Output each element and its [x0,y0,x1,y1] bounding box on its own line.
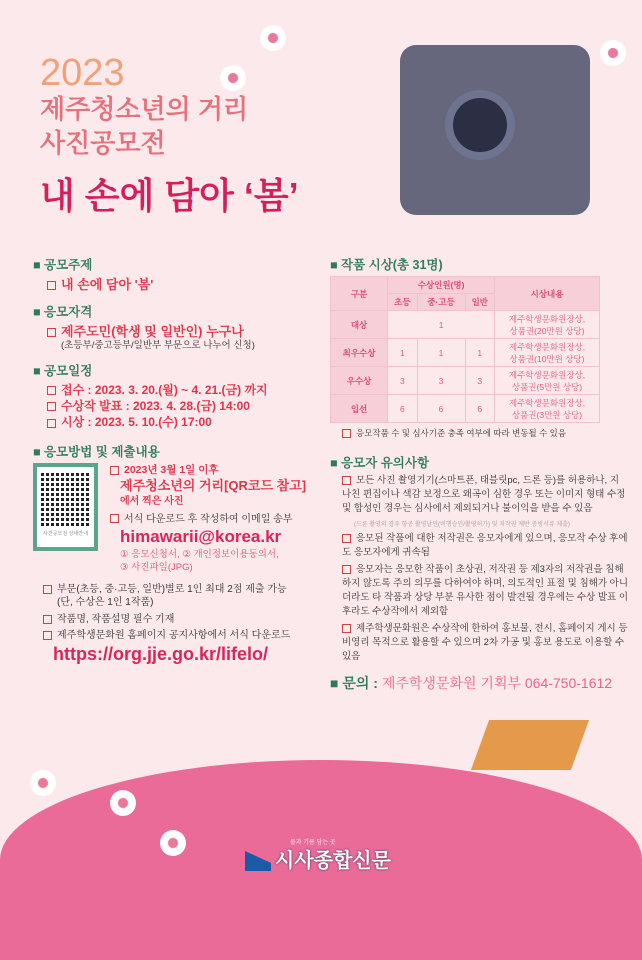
right-column [330,247,628,693]
checkbox-icon [342,429,351,438]
eligibility-note: (초등부/중고등부/일반부 부문으로 나누어 신청) [61,340,255,352]
prize-line2: 상품권(10만원 상당) [509,353,585,364]
date-line [110,463,318,477]
header-category: 구분 [331,277,388,311]
rule-item [43,583,318,597]
award-count: 3 [388,367,417,395]
notices-list [330,474,628,664]
bench-illustration [471,720,589,770]
schedule-item [33,382,318,398]
checkbox-icon [342,534,351,543]
drone-note: (드론 촬영의 경우 항공 촬영날인(비행승인/촬영허가) 및 저작권 제반 증빙서류 제출) [354,522,570,529]
schedule-heading: ■ 공모일정 [33,361,318,379]
checkbox-icon [47,402,56,411]
checkbox-icon [110,514,119,523]
award-count: 1 [465,339,494,367]
homepage-link[interactable]: https://org.jje.go.kr/lifelo/ [53,643,269,664]
checkbox-icon [43,631,52,640]
notice-item [342,474,628,516]
qr-code-icon[interactable] [41,471,90,526]
notice-text: 제주학생문화원은 수상작에 한하여 홍보물, 전시, 홈페이지 게시 등 비영리 목적으로 활용할 수 있으며 2차 가공 및 홍보 용도로 이용할 수 있음 [342,623,628,663]
checkbox-icon [43,585,52,594]
documents-line2: ③ 사진파일(JPG) [120,562,193,574]
prize-line2: 상품권(5만원 상당) [511,381,583,392]
award-count: 1 [417,339,465,367]
schedule-value: 2023. 3. 20.(월) ~ 4. 21.(금) 까지 [94,382,268,397]
blossom-icon [160,830,186,856]
checkbox-icon [47,281,56,290]
prize-line1: 제주학생문화원장상, [508,313,586,324]
table-row [331,339,600,367]
schedule-label: 접수 : [61,382,92,397]
award-count: 1 [388,339,417,367]
award-count: 3 [465,367,494,395]
award-prize [495,395,600,423]
table-row [331,395,600,423]
left-column [33,247,318,666]
theme-value [33,276,318,294]
theme-heading: ■ 공모주제 [33,255,318,273]
prize-line2: 상품권(3만원 상당) [511,409,583,420]
eligibility-heading: ■ 응모자격 [33,302,318,320]
documents-line1: ① 응모신청서, ② 개인정보이용동의서, [120,549,279,561]
award-name: 입선 [331,395,388,423]
awards-note-text: 응모작품 수 및 심사기준 충족 여부에 따라 변동될 수 있음 [356,428,567,438]
header-count: 수상인원(명) [388,277,495,294]
theme-text: 내 손에 담아 '봄' [61,277,154,292]
notice-item [342,532,628,560]
table-row [331,311,600,339]
contact-label: 문의 : [342,675,378,692]
photo-place-suffix: 에서 찍은 사진 [120,495,184,507]
awards-note [342,428,628,439]
header-general: 일반 [465,294,494,311]
blossom-icon [260,25,286,51]
notices-heading: ■ 응모자 유의사항 [330,453,628,471]
rule-text: 부문(초등, 중·고등, 일반)별로 1인 최대 2점 제출 가능 [57,583,287,595]
award-prize [495,311,600,339]
award-count: 1 [388,311,495,339]
header-elementary: 초등 [388,294,417,311]
prize-line1: 제주학생문화원장상, [508,341,586,352]
schedule-value: 2023. 5. 10.(수) 17:00 [94,415,212,430]
footer-logo-text: 시사종합신문 [275,850,391,872]
award-count: 6 [388,395,417,423]
email-link[interactable]: himawarii@korea.kr [120,527,282,547]
eligibility-text: 제주도민(학생 및 일반인) 누구나 [61,323,244,339]
method-heading: ■ 응모방법 및 제출내용 [33,442,318,460]
date-line-text: 2023년 3월 1일 이후 [124,464,219,477]
newspaper-logo-icon [245,851,271,871]
schedule-item [33,414,318,430]
method-block [33,463,318,574]
award-count: 3 [417,367,465,395]
award-prize [495,367,600,395]
schedule-label: 수상작 발표 : [61,399,130,414]
rule-item [43,629,318,643]
header-prize: 시상내용 [495,277,600,311]
rule-item [43,613,318,627]
camera-lens-illustration [445,90,515,160]
checkbox-icon [47,328,56,337]
notice-text: 응모된 작품에 대한 저작권은 응모자에게 있으며, 응모작 수상 후에도 응모자에게 귀속됨 [342,533,628,559]
checkbox-icon [342,476,351,485]
awards-table [330,276,600,423]
rules-list [33,583,318,666]
schedule-label: 시상 : [61,415,92,430]
blossom-icon [220,65,246,91]
footer-tagline: 물과 기름 담는 곳 [290,840,336,846]
rule-text: 제주학생문화원 홈페이지 공지사항에서 서식 다운로드 [57,630,291,642]
blossom-icon [600,40,626,66]
email-intro [110,513,318,527]
award-count: 6 [417,395,465,423]
schedule-value: 2023. 4. 28.(금) 14:00 [132,399,250,414]
contact: ■ 문의 : 제주학생문화원 기획부 064-750-1612 [330,675,613,692]
award-name: 우수상 [331,367,388,395]
notice-item [342,622,628,664]
award-count: 6 [465,395,494,423]
awards-heading: ■ 작품 시상(총 31명) [330,255,628,273]
rule-note: (단, 수상은 1인 1작품) [57,597,154,609]
subtitle-line1: 제주청소년의 거리 [40,94,249,124]
award-name: 최우수상 [331,339,388,367]
email-intro-text: 서식 다운로드 후 작성하여 이메일 송부 [124,513,293,525]
award-name: 대상 [331,311,388,339]
eligibility-value [33,323,318,341]
notice-item [342,563,628,619]
checkbox-icon [110,466,119,475]
prize-line2: 상품권(20만원 상당) [509,325,585,336]
rule-text: 작품명, 작품설명 필수 기재 [57,613,175,625]
table-row [331,367,600,395]
checkbox-icon [342,565,351,574]
checkbox-icon [43,615,52,624]
checkbox-icon [47,419,56,428]
year: 2023 [40,52,125,94]
qr-card[interactable] [33,463,98,551]
header-secondary: 중·고등 [417,294,465,311]
blossom-icon [110,790,136,816]
photo-place: 제주청소년의 거리[QR코드 참고] [120,477,307,493]
checkbox-icon [342,624,351,633]
footer-logo [245,848,391,874]
notice-text: 응모자는 응모한 작품이 초상권, 저작권 등 제3자의 저작권을 침해하지 않도록 주의 의무를 다하여야 하며, 의도적인 표절 및 침해가 아니더라도 타 작품과 상당 부분 유사한 점이 발견될 경우에는 수상 발표 이후라도 수상작에서 제외함 [342,564,628,618]
main-title: 내 손에 담아 ‘봄’ [40,175,299,216]
schedule-item [33,398,318,414]
qr-caption: 사진공모전 상세안내 [43,531,88,538]
award-prize [495,339,600,367]
footer [245,838,391,874]
subtitle-line2: 사진공모전 [40,128,166,158]
blossom-icon [30,770,56,796]
notice-text: 모든 사진 촬영기기(스마트폰, 태블릿pc, 드론 등)를 허용하나, 지나친 편집이나 색감 보정으로 왜곡이 심한 경우 또는 이미지 형태 수정 및 합성인 경우는 심사에서 제외되거나 불이익을 받을 수 있음 [342,475,626,515]
prize-line1: 제주학생문화원장상, [508,369,586,380]
method-details [110,463,318,574]
checkbox-icon [47,386,56,395]
prize-line1: 제주학생문화원장상, [508,397,586,408]
contact-value: 제주학생문화원 기획부 064-750-1612 [381,675,613,692]
